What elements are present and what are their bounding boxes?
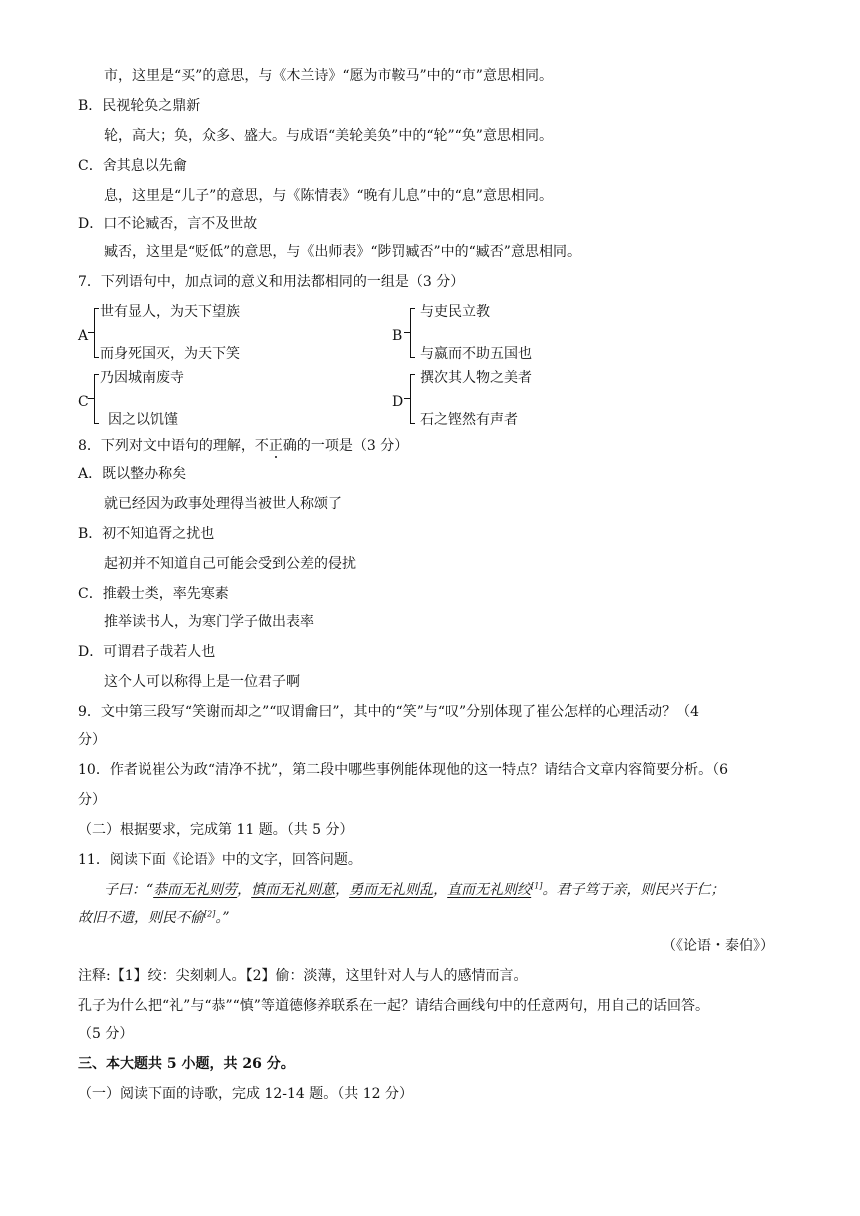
question-11-line2: （5 分） <box>78 1026 134 1042</box>
q7-b2: 与嬴而不助五国也 <box>420 346 532 362</box>
q8-option-b: B．初不知追胥之扰也 <box>78 526 215 542</box>
q8-option-a: A．既以整办称矣 <box>78 466 187 482</box>
q8-option-c: C．推毂士类，率先寒素 <box>78 586 229 602</box>
question-10-line1: 10．作者说崔公为政“清净不扰”，第二段中哪些事例能体现他的这一特点？请结合文章内容简要分析。（6 <box>78 762 729 778</box>
question-7-stem: 7．下列语句中，加点词的意义和用法都相同的一组是（3 分） <box>78 274 465 290</box>
option-d-explanation: 臧否，这里是“贬低”的意思，与《出师表》“陟罚臧否”中的“臧否”意思相同。 <box>104 244 581 260</box>
footnotes: 注释:【1】绞：尖刻刺人。【2】偷：淡薄，这里针对人与人的感情而言。 <box>78 968 528 984</box>
q7-label-c: C <box>78 394 89 410</box>
q8-option-a-answer: 就已经因为政事处理得当被世人称颂了 <box>104 496 342 512</box>
quote-source: （《论语・泰伯》） <box>662 938 774 954</box>
q7-label-b: B <box>392 328 403 344</box>
option-d: D．口不论臧否，言不及世故 <box>78 216 258 232</box>
q8-option-d-answer: 这个人可以称得上是一位君子啊 <box>104 674 300 690</box>
q8-option-c-answer: 推举读书人，为寒门学子做出表率 <box>104 614 314 630</box>
q7-c1: 乃因城南废寺 <box>100 370 184 386</box>
section-3-subheading: （一）阅读下面的诗歌，完成 12-14 题。（共 12 分） <box>78 1086 413 1102</box>
option-b: B．民视轮奂之鼎新 <box>78 98 201 114</box>
analects-quote-line1: 子曰：“恭而无礼则劳，慎而无礼则葸，勇而无礼则乱，直而无礼则绞[1]。君子笃于亲，则民兴于仁； <box>104 881 725 898</box>
question-9-line1: 9．文中第三段写“笑谢而却之”“叹谓龠曰”，其中的“笑”与“叹”分别体现了崔公怎样的心理活动？（4 <box>78 704 700 720</box>
option-b-explanation: 轮，高大；奂，众多、盛大。与成语“美轮美奂”中的“轮”“奂”意思相同。 <box>104 128 553 144</box>
analects-quote-line2: 故旧不遗，则民不偷[2]。” <box>78 909 230 926</box>
emphasized-word: 不正确 <box>254 438 297 454</box>
q7-d-bracket <box>410 374 415 424</box>
q7-c2: 因之以饥馑 <box>108 412 178 428</box>
option-c-explanation: 息，这里是“儿子”的意思，与《陈情表》“晚有儿息”中的“息”意思相同。 <box>104 188 553 204</box>
q8-option-b-answer: 起初并不知道自己可能会受到公差的侵扰 <box>104 556 356 572</box>
option-c: C．舍其息以先龠 <box>78 158 187 174</box>
question-8-stem: 8．下列对文中语句的理解，不正确的一项是（3 分） <box>78 438 409 454</box>
q7-label-d: D <box>392 394 404 410</box>
option-a-explanation: 市，这里是“买”的意思，与《木兰诗》“愿为市鞍马”中的“市”意思相同。 <box>104 68 553 84</box>
q8-option-d: D．可谓君子哉若人也 <box>78 644 216 660</box>
q7-d2: 石之铿然有声者 <box>420 412 518 428</box>
q7-d1: 撰次其人物之美者 <box>420 370 532 386</box>
question-11-line1: 孔子为什么把“礼”与“恭”“慎”等道德修养联系在一起？请结合画线句中的任意两句，用自己的话回答。 <box>78 998 709 1014</box>
q7-a-bracket <box>94 308 99 358</box>
q7-a2: 而身死国灭，为天下笑 <box>100 346 240 362</box>
section-2-heading: （二）根据要求，完成第 11 题。（共 5 分） <box>78 822 354 838</box>
question-11-stem: 11．阅读下面《论语》中的文字，回答问题。 <box>78 852 362 868</box>
q7-a1: 世有显人，为天下望族 <box>100 304 240 320</box>
q7-label-a: A <box>78 328 89 344</box>
section-3-heading: 三、本大题共 5 小题，共 26 分。 <box>78 1056 295 1072</box>
question-9-line2: 分） <box>78 732 106 748</box>
q7-c-bracket <box>94 374 99 424</box>
q7-b1: 与吏民立教 <box>420 304 490 320</box>
question-10-line2: 分） <box>78 792 106 808</box>
q7-b-bracket <box>410 308 415 358</box>
